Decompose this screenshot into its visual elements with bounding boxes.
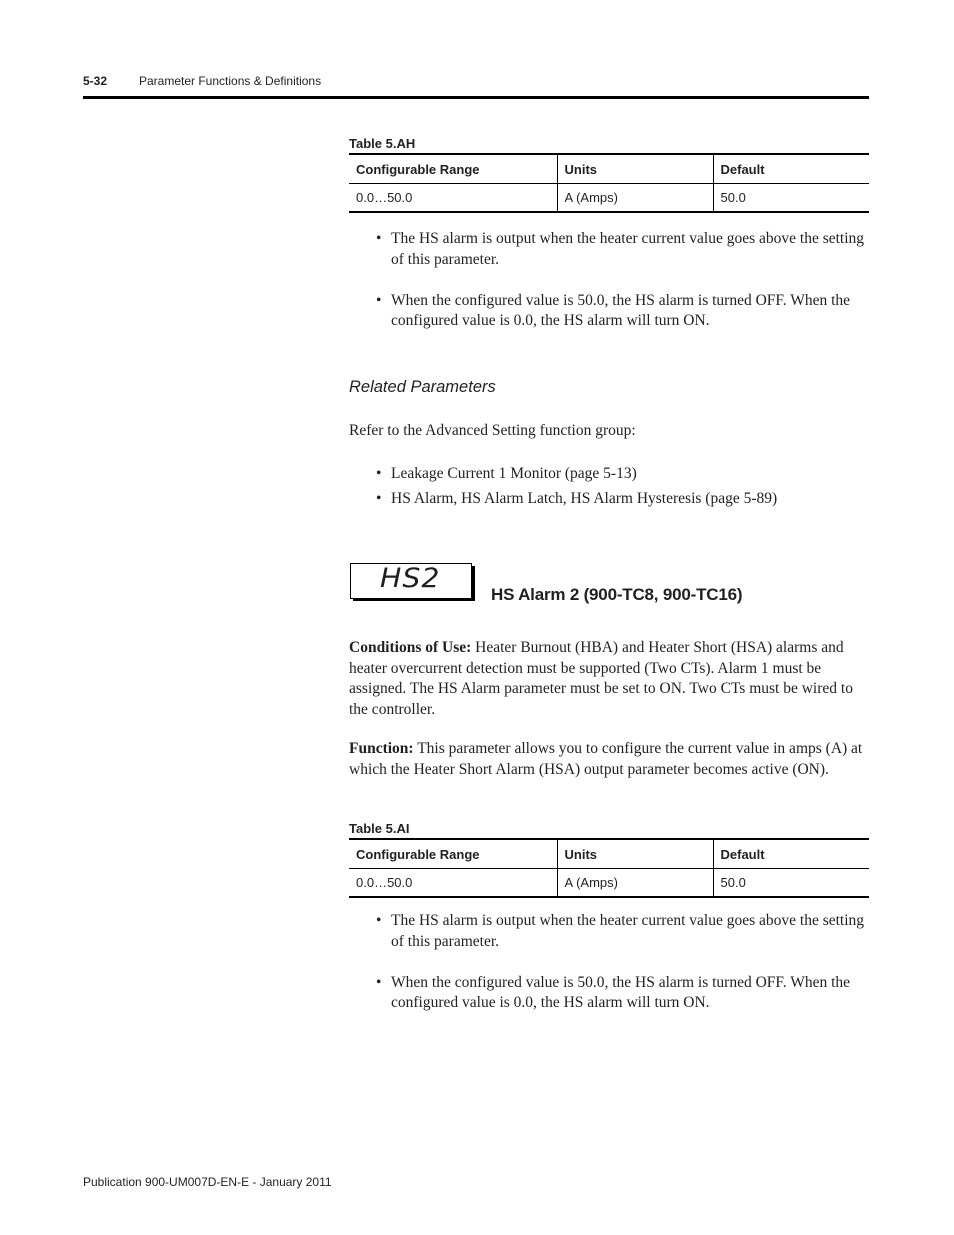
table-row [349,184,869,213]
function-label: Function: [349,740,414,757]
list-item: • Leakage Current 1 Monitor (page 5-13) [376,461,870,486]
table-header-cell: Default [713,154,869,184]
list-item: • When the configured value is 50.0, the HS alarm is turned OFF. When the configured value is 0.0, the HS alarm will turn ON. [376,291,870,332]
table-ah-caption: Table 5.AH [349,136,416,151]
conditions-of-use [349,638,869,720]
table-header-row [349,154,869,184]
table-cell: A (Amps) [557,869,713,898]
publication-footer: Publication 900-UM007D-EN-E - January 2011 [83,1175,332,1189]
function-description [349,739,869,780]
list-item: • The HS alarm is output when the heater current value goes above the setting of this parameter. [376,911,870,952]
related-intro: Refer to the Advanced Setting function group: [349,422,636,439]
conditions-label: Conditions of Use: [349,639,472,656]
header-rule [83,96,869,99]
table-header-cell: Configurable Range [349,154,557,184]
conditions-text: Heater Burnout (HBA) and Heater Short (HSA) alarms and heater overcurrent detection must be supported (Two CTs). Alarm 1 must be assigned. The HS Alarm parameter must be set to ON. Two CTs must be wired to the controller. [349,639,853,718]
function-text: This parameter allows you to configure the current value in amps (A) at which the Heater Short Alarm (HSA) output parameter becomes active (ON). [349,740,863,778]
list-item: • HS Alarm, HS Alarm Latch, HS Alarm Hysteresis (page 5-89) [376,486,870,511]
table-cell: A (Amps) [557,184,713,213]
page-number: 5-32 [83,74,108,88]
list-item: • When the configured value is 50.0, the HS alarm is turned OFF. When the configured value is 0.0, the HS alarm will turn ON. [376,973,870,1014]
table-header-cell: Default [713,839,869,869]
table-row [349,869,869,898]
table-header-cell: Units [557,839,713,869]
notes-list-2 [376,911,870,1014]
notes-list-1 [376,229,870,332]
chapter-title: Parameter Functions & Definitions [139,74,322,88]
table-header-cell: Units [557,154,713,184]
table-cell: 50.0 [713,184,869,213]
table-cell: 0.0…50.0 [349,184,557,213]
related-parameters-heading: Related Parameters [349,378,496,396]
list-item: • The HS alarm is output when the heater current value goes above the setting of this parameter. [376,229,870,270]
parameter-display-code: HS2 [380,563,441,594]
table-cell: 50.0 [713,869,869,898]
table-cell: 0.0…50.0 [349,869,557,898]
section-title: HS Alarm 2 (900-TC8, 900-TC16) [491,585,743,604]
table-header-row [349,839,869,869]
table-header-cell: Configurable Range [349,839,557,869]
table-ah [349,153,869,213]
table-ai-caption: Table 5.AI [349,821,410,836]
related-list [376,461,870,511]
table-ai [349,838,869,898]
